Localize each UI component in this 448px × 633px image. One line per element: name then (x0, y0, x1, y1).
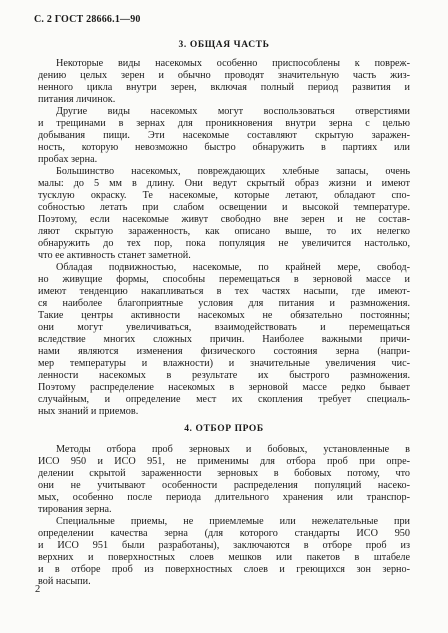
text-line: нами являются изменения физического состояния зерна (напри- (38, 346, 410, 357)
text-line: мых, особенно после периода длительного хранения или транспор- (38, 492, 410, 503)
text-line: Некоторые виды насекомых особенно приспособлены к повреж- (56, 58, 410, 69)
text-line: Обладая подвижностью, насекомые, по крайней мере, свобод- (56, 262, 410, 273)
text-line: тусклую окраску. Те насекомые, которые летают, обладают спо- (38, 190, 410, 201)
page-number: 2 (35, 584, 41, 595)
text-line: обнаружить до тех пор, пока популяция не увеличится настолько, (38, 238, 410, 249)
text-line: вследствие многих сложных причин. Наиболее важными причи- (38, 334, 410, 345)
text-line: случайным, и определение мест их скопления требует специаль- (38, 394, 410, 405)
text-line: и ИСО 951 были разработаны), заключаются в отборе проб из (38, 540, 410, 551)
text-line: питания личинок. (38, 94, 116, 105)
text-line: имеют тенденцию накапливаться в тех частях насыпи, где имеют- (38, 286, 410, 297)
text-line: верхних и поверхностных слоев мешков или пакетов в штабеле (38, 552, 410, 563)
page-header: С. 2 ГОСТ 28666.1—90 (34, 14, 141, 25)
text-line: Другие виды насекомых могут воспользоваться отверстиями (56, 106, 410, 117)
text-line: Большинство насекомых, повреждающих хлебные запасы, очень (56, 166, 410, 177)
text-line: делении скрытой зараженности зерновых в бобовых потому, что (38, 468, 410, 479)
text-line: Поэтому распределение насекомых в зерновой массе редко бывает (38, 382, 410, 393)
text-line: ся наиболее благоприятные условия для питания и размножения. (38, 298, 410, 309)
text-line: Методы отбора проб зерновых и бобовых, установленные в (56, 444, 410, 455)
text-line: ИСО 950 и ИСО 951, не применимы для отбора проб при опре- (38, 456, 410, 467)
section-4-title: 4. ОТБОР ПРОБ (184, 424, 264, 434)
text-line: Такие центры активности насекомых не обязательно постоянны; (38, 310, 410, 321)
text-line: ненного цикла внутри зерен, включая полный период развития и (38, 82, 410, 93)
text-line: Специальные приемы, не приемлемые или нежелательные при (56, 516, 410, 527)
text-line: собностью летать при слабом освещении и высокой температуре. (38, 202, 410, 213)
text-line: дению целых зерен и обычно проводят значительную часть жиз- (38, 70, 410, 81)
text-line: ных знаний и приемов. (38, 406, 139, 417)
text-line: вой насыпи. (38, 576, 91, 587)
text-line: они могут увеличиваться, взаимодействовать и перемещаться (38, 322, 410, 333)
text-line: Поэтому, если насекомые живут свободно вне зерен и не состав- (38, 214, 410, 225)
text-line: ляют скрытую зараженность, как описано выше, то их нелегко (38, 226, 410, 237)
text-line: тирования зерна. (38, 504, 112, 515)
text-line: и трещинами в зернах для проникновения внутри зерна с целью (38, 118, 410, 129)
text-line: ность, которую невозможно быстро обнаружить в партиях или (38, 142, 410, 153)
text-line: что ее активность станет заметной. (38, 250, 191, 261)
text-line: определении качества зерна (для которого стандарты ИСО 950 (38, 528, 410, 539)
text-line: и в отборе проб из поверхностных слоев и греющихся зон зерно- (38, 564, 410, 575)
text-line: добывания пищи. Эти насекомые составляют скрытую заражен- (38, 130, 410, 141)
text-line: но живущие формы, способны перемещаться в зерновой массе и (38, 274, 410, 285)
text-line: пробах зерна. (38, 154, 98, 165)
text-line: мер температуры и влажности) и значительные увеличения чис- (38, 358, 410, 369)
text-line: малы: до 5 мм в длину. Они ведут скрытый образ жизни и имеют (38, 178, 410, 189)
section-3-title: 3. ОБЩАЯ ЧАСТЬ (178, 40, 270, 50)
text-line: ленности насекомых в результате их быстрого размножения. (38, 370, 410, 381)
text-line: они не учитывают особенности распределения популяций насеко- (38, 480, 410, 491)
